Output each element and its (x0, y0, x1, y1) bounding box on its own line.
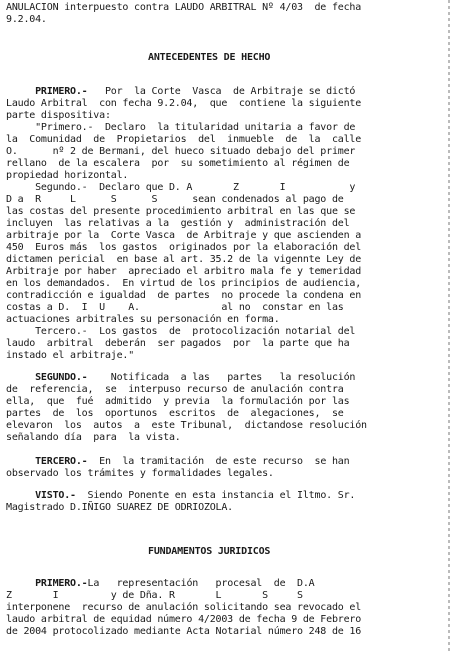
text-line: Tercero.- Los gastos de protocolización notarial del (6, 326, 356, 337)
text-line: Magistrado D.IÑIGO SUAREZ DE ODRIOZOLA. (6, 502, 233, 513)
text-line: contradicción e igualdad de partes no procede la condena en (6, 290, 362, 301)
text-line: de referencia, se interpuso recurso de anulación contra (6, 384, 344, 395)
text-line: VISTO.- Siendo Ponente en esta instancia el Iltmo. Sr. (35, 490, 356, 501)
text-line: en los demandados. En virtud de los principios de audiencia, (6, 278, 362, 289)
text-line: Arbitraje por haber apreciado el arbitro mala fe y temeridad (6, 266, 362, 277)
text-line: "Primero.- Declaro la titularidad unitaria a favor de (6, 122, 356, 133)
text-line: señalando día para la vista. (6, 432, 181, 443)
antecedentes-title: ANTECEDENTES DE HECHO (148, 52, 271, 63)
text-line: las costas del presente procedimiento arbitral en las que se (6, 206, 356, 217)
text-line: PRIMERO.-La representación procesal de D.A (35, 578, 315, 589)
text-line: D a R L S S sean condenados al pago de (6, 194, 344, 205)
text-line: instado el arbitraje." (6, 350, 135, 361)
text-line: la Comunidad de Propietarios del inmueble de la calle (6, 134, 362, 145)
text-line: SEGUNDO.- Notificada a las partes la resolución (35, 372, 356, 383)
text-line: dictamen pericial en base al art. 35.2 de la vigennte Ley de (6, 254, 362, 265)
text-line: arbitraje por la Corte Vasca de Arbitraje y que ascienden a (6, 230, 362, 241)
text-line: rellano de la escalera por su sometimiento al régimen de (6, 158, 350, 169)
header-line: ANULACION interpuesto contra LAUDO ARBITRAL Nº 4/03 de fecha (6, 2, 362, 13)
text-line: costas a D. I U A. al no constar en las (6, 302, 344, 313)
header-line: 9.2.04. (6, 14, 47, 25)
text-line: parte dispositiva: (6, 110, 111, 121)
text-line: Laudo Arbitral con fecha 9.2.04, que contiene la siguiente (6, 98, 362, 109)
text-line: laudo arbitral de equidad número 4/2003 de fecha 9 de Febrero (6, 614, 362, 625)
text-line: partes de los oportunos escritos de alegaciones, se (6, 408, 344, 419)
text-line: interponene recurso de anulación solicitando sea revocado el (6, 602, 362, 613)
text-line: Z I y de Dña. R L S S (6, 590, 303, 601)
fundamentos-title: FUNDAMENTOS JURIDICOS (148, 546, 271, 557)
text-line: O. nº 2 de Bermani, del hueco situado debajo del primer (6, 146, 356, 157)
text-line: elevaron los autos a este Tribunal, dictandose resolución (6, 420, 367, 431)
text-line: de 2004 protocolizado mediante Acta Notarial número 248 de 16 (6, 626, 362, 637)
text-line: laudo arbitral deberán ser pagados por la parte que ha (6, 338, 350, 349)
text-line: propiedad horizontal. (6, 170, 129, 181)
text-line: PRIMERO.- Por la Corte Vasca de Arbitraje se dictó (35, 86, 356, 97)
text-line: TERCERO.- En la tramitación de este recurso se han (35, 456, 350, 467)
text-line: Segundo.- Declaro que D. A Z I y (6, 182, 356, 193)
text-line: observado los trámites y formalidades legales. (6, 468, 274, 479)
text-line: ella, que fué admitido y previa la formulación por las (6, 396, 350, 407)
text-line: incluyen las relativas a la gestión y administración del (6, 218, 350, 229)
text-line: actuaciones arbitrales su personación en forma. (6, 314, 280, 325)
text-line: 450 Euros más los gastos originados por la elaboración del (6, 242, 362, 253)
